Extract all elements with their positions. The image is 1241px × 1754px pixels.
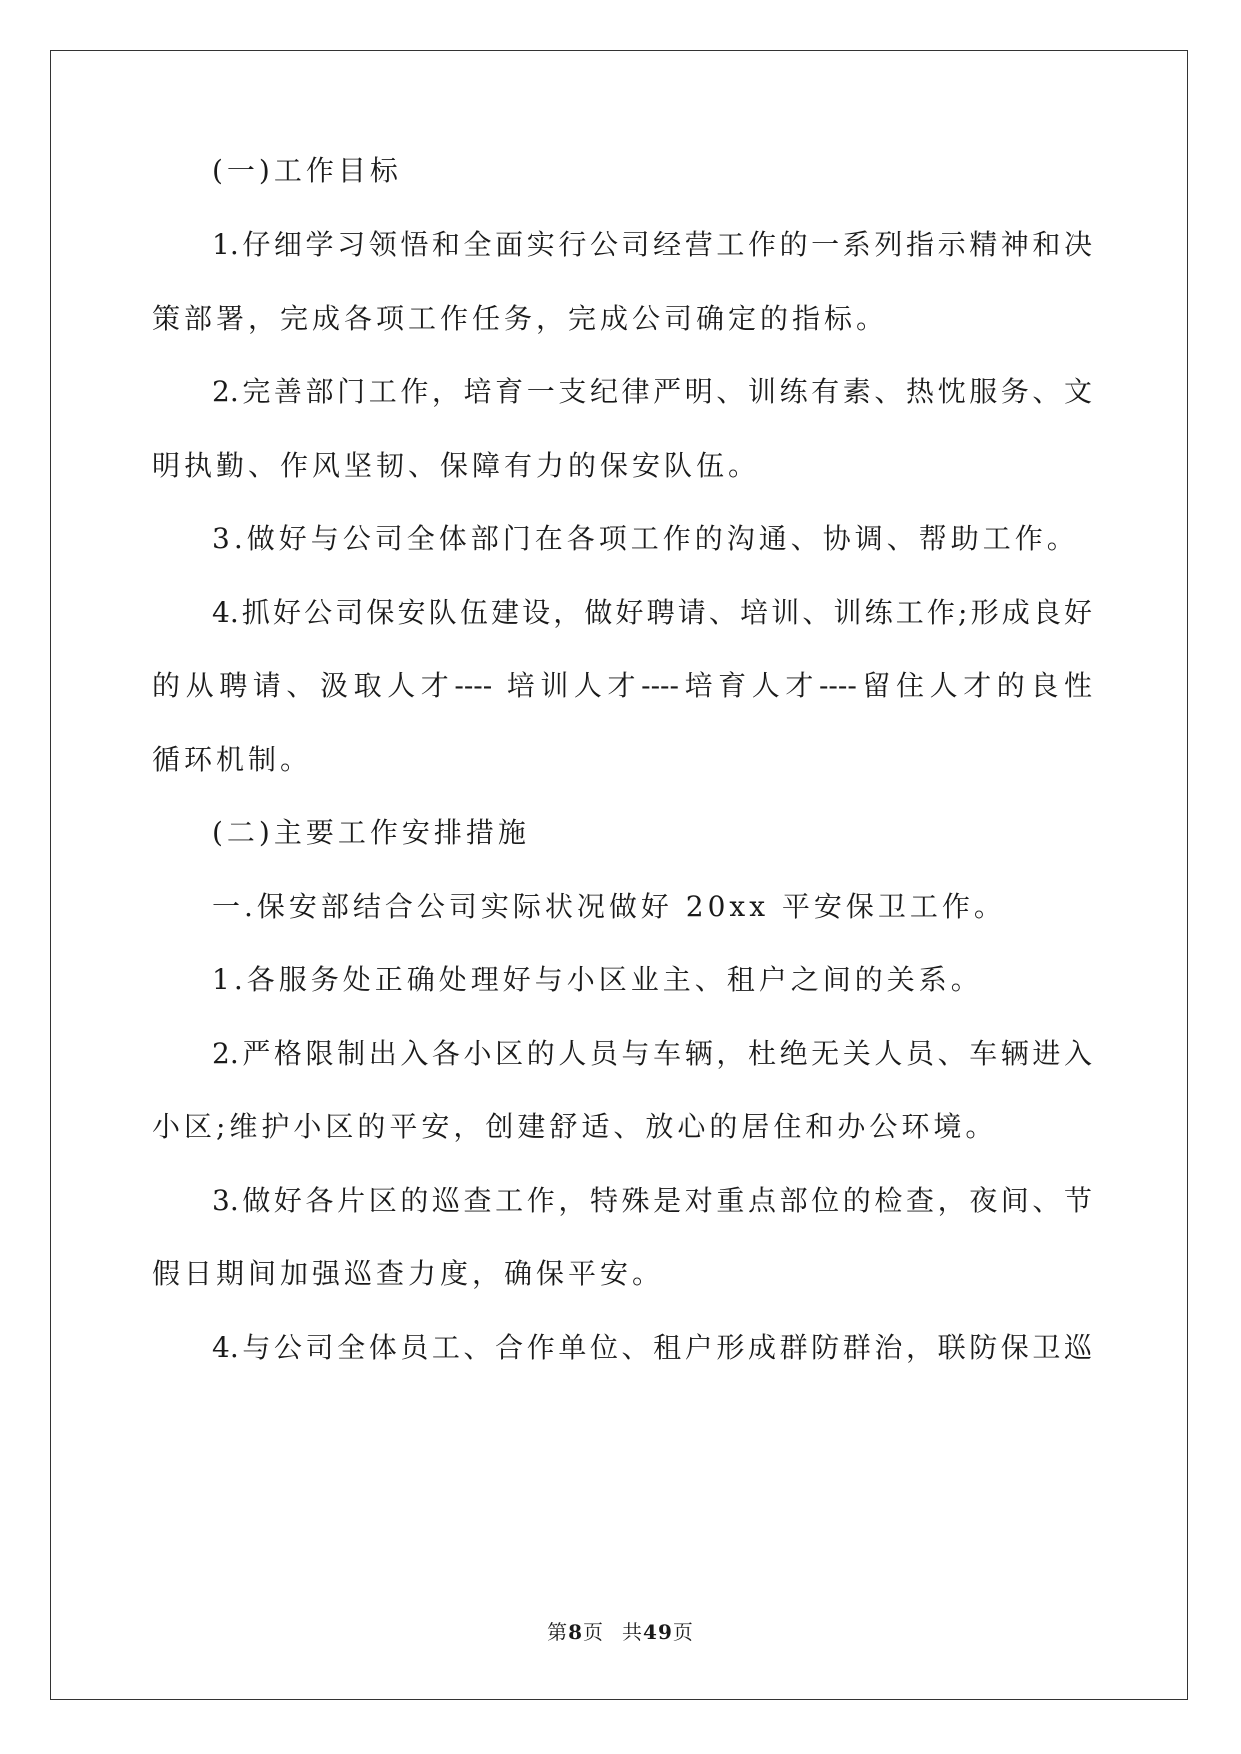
page-suffix: 页 xyxy=(583,1620,605,1644)
total-pages: 49 xyxy=(643,1620,673,1644)
paragraph-line: 3.做好与公司全体部门在各项工作的沟通、协调、帮助工作。 xyxy=(212,522,1079,555)
page-prefix: 第 xyxy=(547,1620,569,1644)
paragraph-line: 策部署，完成各项工作任务，完成公司确定的指标。 xyxy=(152,302,889,335)
paragraph-line: 3.做好各片区的巡查工作，特殊是对重点部位的检查，夜间、节 xyxy=(212,1184,1092,1217)
total-prefix: 共 xyxy=(622,1620,644,1644)
paragraph-line: 1.各服务处正确处理好与小区业主、租户之间的关系。 xyxy=(212,963,983,996)
page-border xyxy=(50,50,1188,1700)
paragraph-line: 的从聘请、汲取人才---- 培训人才----培育人才----留住人才的良性 xyxy=(152,669,1092,702)
paragraph-line: 2.完善部门工作，培育一支纪律严明、训练有素、热忱服务、文 xyxy=(212,375,1092,408)
paragraph-line: 小区;维护小区的平安，创建舒适、放心的居住和办公环境。 xyxy=(152,1110,998,1143)
paragraph-line: 4.与公司全体员工、合作单位、租户形成群防群治，联防保卫巡 xyxy=(212,1331,1092,1364)
paragraph-line: 循环机制。 xyxy=(152,743,313,776)
paragraph-line: 明执勤、作风坚韧、保障有力的保安队伍。 xyxy=(152,449,761,482)
paragraph-line: 一.保安部结合公司实际状况做好 20xx 平安保卫工作。 xyxy=(212,890,1006,923)
page-number: 8 xyxy=(568,1620,584,1644)
page-footer xyxy=(0,1619,1241,1645)
paragraph-line: 2.严格限制出入各小区的人员与车辆，杜绝无关人员、车辆进入 xyxy=(212,1037,1092,1070)
total-suffix: 页 xyxy=(672,1620,694,1644)
paragraph-line: 假日期间加强巡查力度，确保平安。 xyxy=(152,1257,665,1290)
paragraph-line: 4.抓好公司保安队伍建设，做好聘请、培训、训练工作;形成良好 xyxy=(212,596,1092,629)
section-heading: (一)工作目标 xyxy=(212,154,402,187)
section-heading: (二)主要工作安排措施 xyxy=(212,816,530,849)
paragraph-line: 1.仔细学习领悟和全面实行公司经营工作的一系列指示精神和决 xyxy=(212,228,1092,261)
